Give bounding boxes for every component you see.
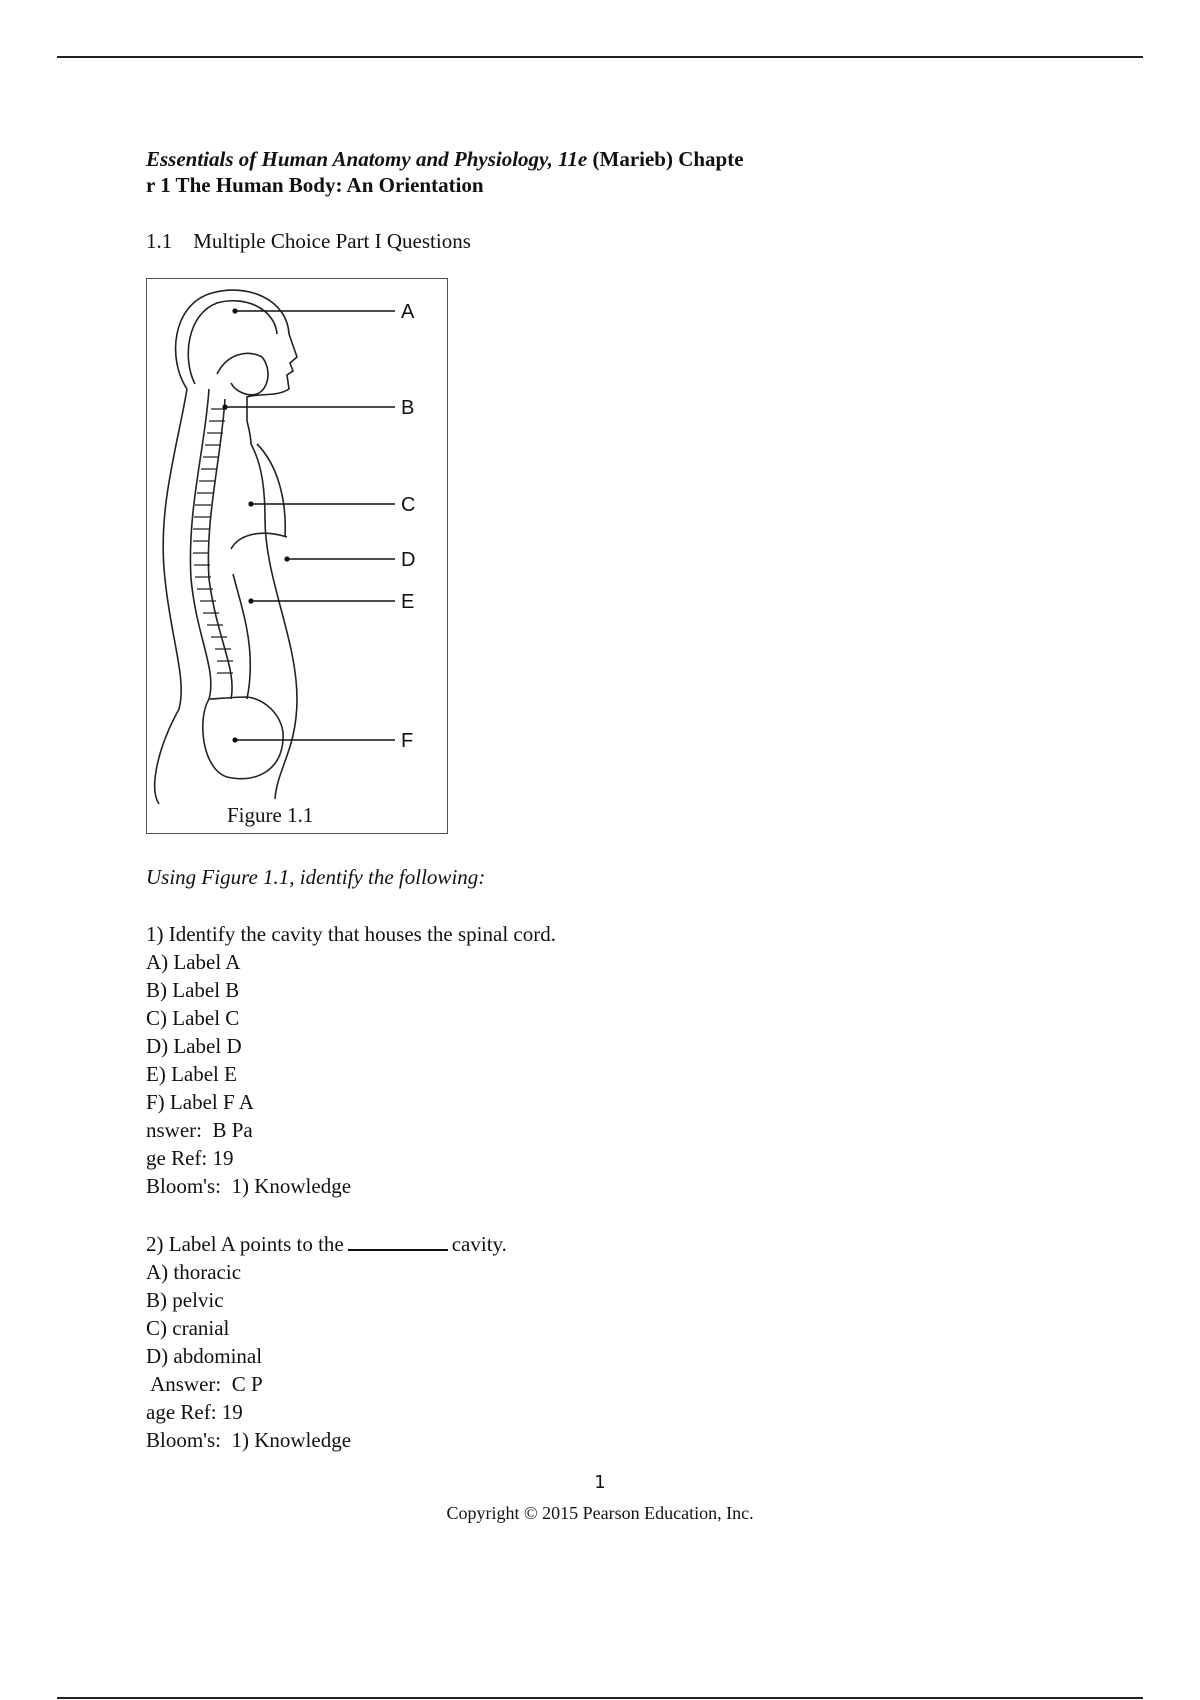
document-body <box>146 146 1046 1454</box>
option-a: A) thoracic <box>146 1260 242 1284</box>
option-d: D) abdominal <box>146 1344 263 1368</box>
prompt-after: cavity. <box>451 1232 507 1256</box>
body-cavity-diagram <box>147 279 449 835</box>
label-b: B <box>401 397 415 419</box>
leader-lines <box>223 309 395 742</box>
label-a: A <box>401 301 415 323</box>
page-ref-line: age Ref: 19 <box>146 1400 243 1424</box>
label-c: C <box>401 494 416 516</box>
title-suffix: (Marieb) Chapte <box>587 147 744 171</box>
question-1 <box>146 920 1046 1200</box>
page-ref-line: ge Ref: 19 <box>146 1146 234 1170</box>
top-rule <box>57 56 1143 58</box>
figure-caption: Figure 1.1 <box>227 803 314 827</box>
figure-1-1 <box>146 278 448 834</box>
section-heading: 1.1 Multiple Choice Part I Questions <box>146 229 471 253</box>
prompt-before: 2) Label A points to the <box>146 1232 344 1256</box>
blooms-line: Bloom's: 1) Knowledge <box>146 1174 352 1198</box>
option-f: F) Label F A <box>146 1090 254 1114</box>
answer-line: Answer: C P <box>146 1372 263 1396</box>
question-2 <box>146 1230 1046 1454</box>
label-d: D <box>401 549 416 571</box>
bottom-rule <box>57 1697 1143 1699</box>
chapter-subtitle: r 1 The Human Body: An Orientation <box>146 173 484 197</box>
option-c: C) cranial <box>146 1316 230 1340</box>
option-b: B) pelvic <box>146 1288 224 1312</box>
page-number: 1 <box>594 1472 606 1493</box>
label-e: E <box>401 591 415 613</box>
instructions: Using Figure 1.1, identify the following: <box>146 865 486 889</box>
copyright: Copyright © 2015 Pearson Education, Inc. <box>446 1503 754 1523</box>
chapter-title <box>146 146 1046 198</box>
label-f: F <box>401 730 414 752</box>
answer-line: nswer: B Pa <box>146 1118 253 1142</box>
option-e: E) Label E <box>146 1062 237 1086</box>
question-line: 1) Identify the cavity that houses the spinal cord. <box>146 922 556 946</box>
option-c: C) Label C <box>146 1006 240 1030</box>
book-title: Essentials of Human Anatomy and Physiology, 11e <box>146 147 588 171</box>
blooms-line: Bloom's: 1) Knowledge <box>146 1428 352 1452</box>
option-a: A) Label A <box>146 950 241 974</box>
option-d: D) Label D <box>146 1034 242 1058</box>
question-line <box>146 1230 1046 1258</box>
option-b: B) Label B <box>146 978 240 1002</box>
answer-blank <box>348 1231 448 1251</box>
